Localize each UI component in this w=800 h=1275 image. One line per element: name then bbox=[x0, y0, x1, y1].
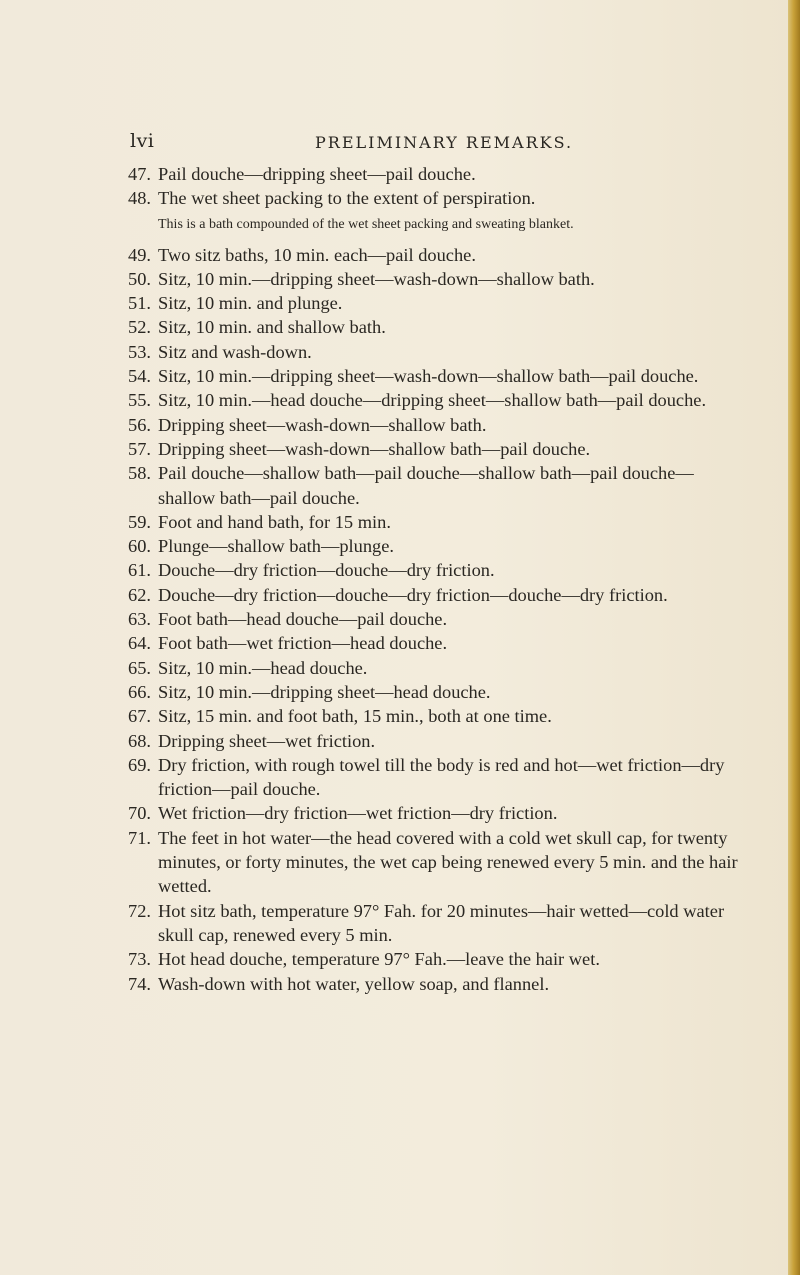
item-number: 64. bbox=[128, 633, 151, 654]
item-text: Hot sitz bath, temperature 97° Fah. for 20 minutes—hair wetted—cold water skull cap, renewed every 5 min. bbox=[158, 900, 725, 945]
list-item bbox=[128, 947, 748, 971]
item-text: Sitz, 10 min.—head douche. bbox=[158, 657, 368, 678]
list-item bbox=[128, 656, 748, 680]
list-item bbox=[128, 162, 748, 186]
list-item bbox=[128, 558, 748, 582]
page-header bbox=[130, 130, 690, 156]
list-item bbox=[128, 461, 748, 510]
item-text: Douche—dry friction—douche—dry friction. bbox=[158, 560, 495, 581]
list-item bbox=[128, 583, 748, 607]
list-item bbox=[128, 680, 748, 704]
page-edge bbox=[788, 0, 800, 1275]
list-item bbox=[128, 899, 748, 948]
item-number: 63. bbox=[128, 609, 151, 630]
item-number: 52. bbox=[128, 317, 151, 338]
item-number: 70. bbox=[128, 803, 151, 824]
item-number: 65. bbox=[128, 657, 151, 678]
list-item bbox=[128, 534, 748, 558]
item-text: Pail douche—shallow bath—pail douche—shallow bath—pail douche—shallow bath—pail douche. bbox=[158, 463, 694, 508]
item-number: 59. bbox=[128, 511, 151, 532]
item-text: Sitz, 10 min.—dripping sheet—wash-down—shallow bath—pail douche. bbox=[158, 366, 699, 387]
item-text: Dripping sheet—wet friction. bbox=[158, 730, 376, 751]
list-item bbox=[128, 826, 748, 899]
item-text: Dry friction, with rough towel till the body is red and hot—wet friction—dry friction—pail douche. bbox=[158, 754, 725, 800]
list-item bbox=[128, 315, 748, 339]
item-number: 48. bbox=[128, 188, 151, 209]
item-number: 68. bbox=[128, 730, 151, 751]
item-text: Foot and hand bath, for 15 min. bbox=[158, 511, 391, 532]
list-item bbox=[128, 388, 748, 412]
item-text: Sitz, 10 min.—dripping sheet—wash-down—shallow bath. bbox=[158, 268, 595, 289]
list-item bbox=[128, 801, 748, 825]
list-item bbox=[128, 437, 748, 461]
list-item bbox=[128, 510, 748, 534]
item-number: 62. bbox=[128, 584, 151, 605]
list-item bbox=[128, 704, 748, 728]
list-item bbox=[128, 729, 748, 753]
item-text: Sitz, 10 min.—dripping sheet—head douche. bbox=[158, 681, 491, 702]
item-text: The wet sheet packing to the extent of perspiration. bbox=[158, 188, 536, 209]
item-number: 49. bbox=[128, 244, 151, 265]
item-text: Sitz and wash-down. bbox=[158, 341, 312, 362]
entry-list bbox=[128, 162, 748, 996]
list-item bbox=[128, 243, 748, 267]
item-text: Douche—dry friction—douche—dry friction—douche—dry friction. bbox=[158, 584, 668, 605]
item-text: Foot bath—wet friction—head douche. bbox=[158, 633, 448, 654]
item-number: 67. bbox=[128, 706, 151, 727]
item-number: 74. bbox=[128, 973, 151, 994]
item-text: Dripping sheet—wash-down—shallow bath—pail douche. bbox=[158, 438, 591, 459]
item-number: 66. bbox=[128, 681, 151, 702]
list-item bbox=[128, 340, 748, 364]
item-number: 47. bbox=[128, 164, 151, 184]
note: This is a bath compounded of the wet sheet packing and sweating blanket. bbox=[158, 216, 574, 232]
list-item bbox=[128, 186, 748, 210]
list-item bbox=[128, 413, 748, 437]
item-text: Wet friction—dry friction—wet friction—dry friction. bbox=[158, 803, 558, 824]
item-text: Foot bath—head douche—pail douche. bbox=[158, 609, 448, 630]
item-number: 51. bbox=[128, 293, 151, 314]
item-number: 73. bbox=[128, 949, 151, 970]
item-number: 72. bbox=[128, 900, 151, 921]
item-text: The feet in hot water—the head covered with a cold wet skull cap, for twenty minutes, or forty minutes, the wet cap being renewed every 5 min. and the hair wetted. bbox=[158, 827, 738, 897]
item-number: 54. bbox=[128, 366, 151, 387]
item-number: 55. bbox=[128, 390, 151, 411]
item-number: 58. bbox=[128, 463, 151, 484]
item-text: Sitz, 10 min. and plunge. bbox=[158, 293, 343, 314]
list-item bbox=[128, 267, 748, 291]
item-number: 50. bbox=[128, 268, 151, 289]
item-text: Two sitz baths, 10 min. each—pail douche. bbox=[158, 244, 476, 265]
item-text: Hot head douche, temperature 97° Fah.—leave the hair wet. bbox=[158, 949, 600, 970]
item-number: 71. bbox=[128, 827, 151, 848]
item-number: 57. bbox=[128, 438, 151, 459]
item-number: 53. bbox=[128, 341, 151, 362]
list-item bbox=[128, 607, 748, 631]
item-text: Sitz, 10 min.—head douche—dripping sheet—shallow bath—pail douche. bbox=[158, 390, 707, 411]
list-item bbox=[128, 631, 748, 655]
item-number: 69. bbox=[128, 754, 151, 775]
list-item bbox=[128, 753, 748, 802]
item-number: 56. bbox=[128, 414, 151, 435]
list-item bbox=[128, 364, 748, 388]
item-text: Sitz, 15 min. and foot bath, 15 min., both at one time. bbox=[158, 706, 552, 727]
list-item bbox=[128, 291, 748, 315]
item-number: 60. bbox=[128, 536, 151, 557]
item-text: Sitz, 10 min. and shallow bath. bbox=[158, 317, 386, 338]
page-number: lvi bbox=[130, 130, 155, 152]
item-number: 61. bbox=[128, 560, 151, 581]
item-text: Dripping sheet—wash-down—shallow bath. bbox=[158, 414, 487, 435]
item-text: Plunge—shallow bath—plunge. bbox=[158, 536, 394, 557]
item-text: Pail douche—dripping sheet—pail douche. bbox=[158, 164, 476, 184]
running-head: PRELIMINARY REMARKS. bbox=[315, 133, 574, 152]
item-text: Wash-down with hot water, yellow soap, and flannel. bbox=[158, 973, 550, 994]
list-item bbox=[128, 972, 748, 996]
